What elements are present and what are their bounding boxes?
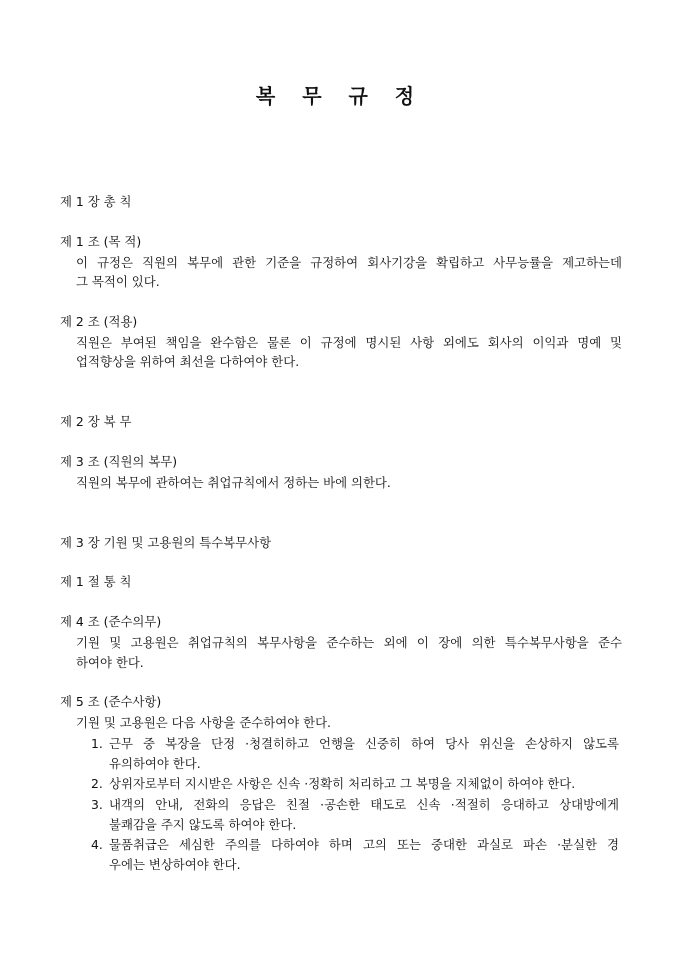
list-item <box>91 797 622 813</box>
chapter-3-heading: 제 3 장 기원 및 고용원의 특수복무사항 <box>60 535 272 550</box>
list-item <box>91 837 622 853</box>
chapter-2-heading: 제 2 장 복 무 <box>60 414 132 429</box>
list-item-text: 상위자로부터 지시받은 사항은 신속 ·정확히 처리하고 그 복명을 지체없이 하여야 한다. <box>109 776 576 791</box>
list-item-text: 근무 중 복장을 단정 ·청결히하고 언행을 신중히 하여 당사 위신을 손상하지 않도록 <box>109 736 619 751</box>
list-item-continuation: 유의하여야 한다. <box>109 756 201 771</box>
article-5-intro: 기원 및 고용원은 다음 사항을 준수하여야 한다. <box>76 715 331 730</box>
list-item-number: 2. <box>91 776 103 791</box>
article-2-heading: 제 2 조 (적용) <box>60 314 138 329</box>
article-4-text-line-1: 기원 및 고용원은 취업규칙의 복무사항을 준수하는 외에 이 장에 의한 특수복무사항을 준수 <box>76 635 622 650</box>
list-item-text: 내객의 안내, 전화의 응답은 친절 ·공손한 태도로 신속 ·적절히 응대하고 상대방에게 <box>109 797 619 812</box>
list-item-number: 3. <box>91 797 103 812</box>
list-item-number: 4. <box>91 837 103 852</box>
article-5-heading: 제 5 조 (준수사항) <box>60 694 162 709</box>
article-2-text-line-1: 직원은 부여된 책임을 완수함은 물론 이 규정에 명시된 사항 외에도 회사의 이익과 명예 및 <box>76 335 622 350</box>
list-item <box>91 736 622 752</box>
list-item-continuation: 우에는 변상하여야 한다. <box>109 857 241 872</box>
article-1-text-line-1: 이 규정은 직원의 복무에 관한 기준을 규정하여 회사기강을 확립하고 사무능률을 제고하는데 <box>76 255 622 270</box>
chapter-1-heading: 제 1 장 총 칙 <box>60 194 132 209</box>
list-item-continuation: 불쾌감을 주지 않도록 하여야 한다. <box>109 817 297 832</box>
article-3-text-line-1: 직원의 복무에 관하여는 취업규칙에서 정하는 바에 의한다. <box>76 475 391 490</box>
article-3-heading: 제 3 조 (직원의 복무) <box>60 454 178 469</box>
section-1-heading: 제 1 절 통 칙 <box>60 574 132 589</box>
article-2-text-line-2: 업적향상을 위하여 최선을 다하여야 한다. <box>76 354 300 369</box>
document-title: 복 무 규 정 <box>255 84 425 108</box>
list-item-number: 1. <box>91 736 103 751</box>
article-1-text-line-2: 그 목적이 있다. <box>76 274 160 289</box>
article-4-heading: 제 4 조 (준수의무) <box>60 614 162 629</box>
list-item <box>91 776 622 792</box>
list-item-text: 물품취급은 세심한 주의를 다하여야 하며 고의 또는 중대한 과실로 파손 ·분실한 경 <box>109 837 619 852</box>
article-1-heading: 제 1 조 (목 적) <box>60 234 142 249</box>
article-4-text-line-2: 하여야 한다. <box>76 655 144 670</box>
